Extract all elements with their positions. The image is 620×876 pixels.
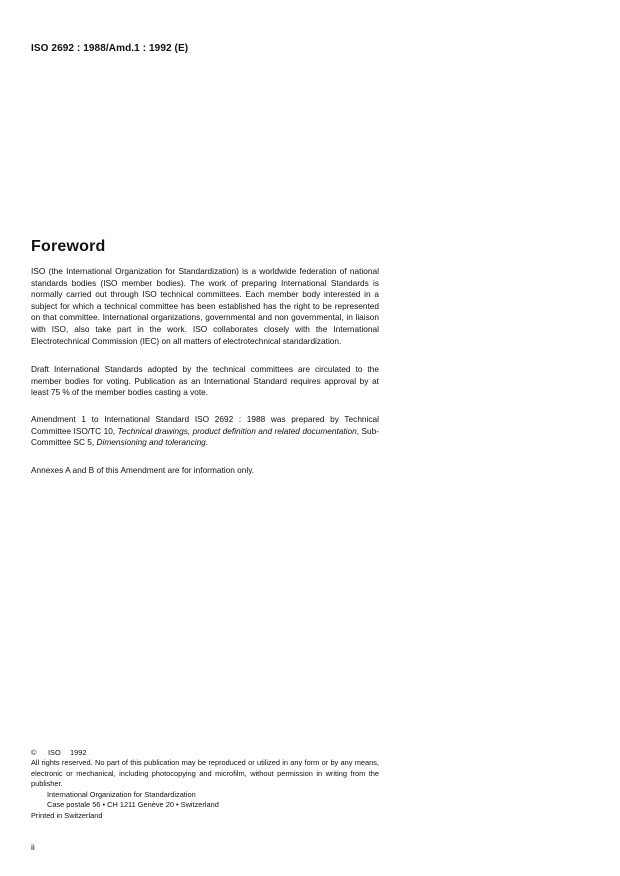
copyright-year: 1992 [70, 748, 87, 757]
copyright-line [31, 748, 379, 758]
foreword-paragraph-4: Annexes A and B of this Amendment are for information only. [31, 464, 255, 475]
p3-text-start: Amendment 1 to International Standard ISO 2692 : 1988 was prepared by Technical Committee ISO/TC 10, [31, 413, 379, 436]
p3-text-mid: , Sub-Committee SC 5, [31, 425, 380, 448]
foreword-section [31, 238, 379, 491]
copyright-symbol: © [31, 748, 37, 757]
foreword-title: Foreword [31, 238, 106, 255]
p3-subcommittee-title: Dimensioning and tolerancing [96, 437, 206, 448]
copyright-notice: All rights reserved. No part of this publication may be reproduced or utilized in any form or by any means, electronic or mechanical, including photocopying and microfilm, without permission in writing from the publisher. [31, 758, 379, 789]
publisher-name: International Organization for Standardization [47, 789, 196, 799]
publisher-address: Case postale 56 • CH 1211 Genève 20 • Switzerland [47, 800, 219, 810]
foreword-paragraph-1: ISO (the International Organization for Standardization) is a worldwide federation of national standards bodies (ISO member bodies). The work of preparing International Standards is normally carried out through ISO technical committees. Each member body interested in a subject for which a technical committee has been established has the right to be represented on that committee. International organizations, governmental and non governmental, in liaison with ISO, also take part in the work. ISO collaborates closely with the International Electrotechnical Commission (IEC) on all matters of electrotechnical standardization. [31, 266, 379, 346]
copyright-org: ISO [48, 748, 61, 757]
p3-committee-title: Technical drawings, product definition and related documentation [117, 425, 357, 436]
foreword-paragraph-3 [31, 414, 379, 449]
page-number: ii [31, 842, 35, 852]
copyright-block [31, 748, 379, 822]
document-designation: ISO 2692 : 1988/Amd.1 : 1992 (E) [31, 43, 189, 54]
foreword-paragraph-2: Draft International Standards adopted by the technical committees are circulated to the member bodies for voting. Publication as an International Standard requires approval by at least 75 % of the member bodies casting a vote. [31, 364, 379, 398]
p3-text-end: . [205, 437, 209, 448]
printed-in: Printed in Switzerland [31, 811, 103, 821]
